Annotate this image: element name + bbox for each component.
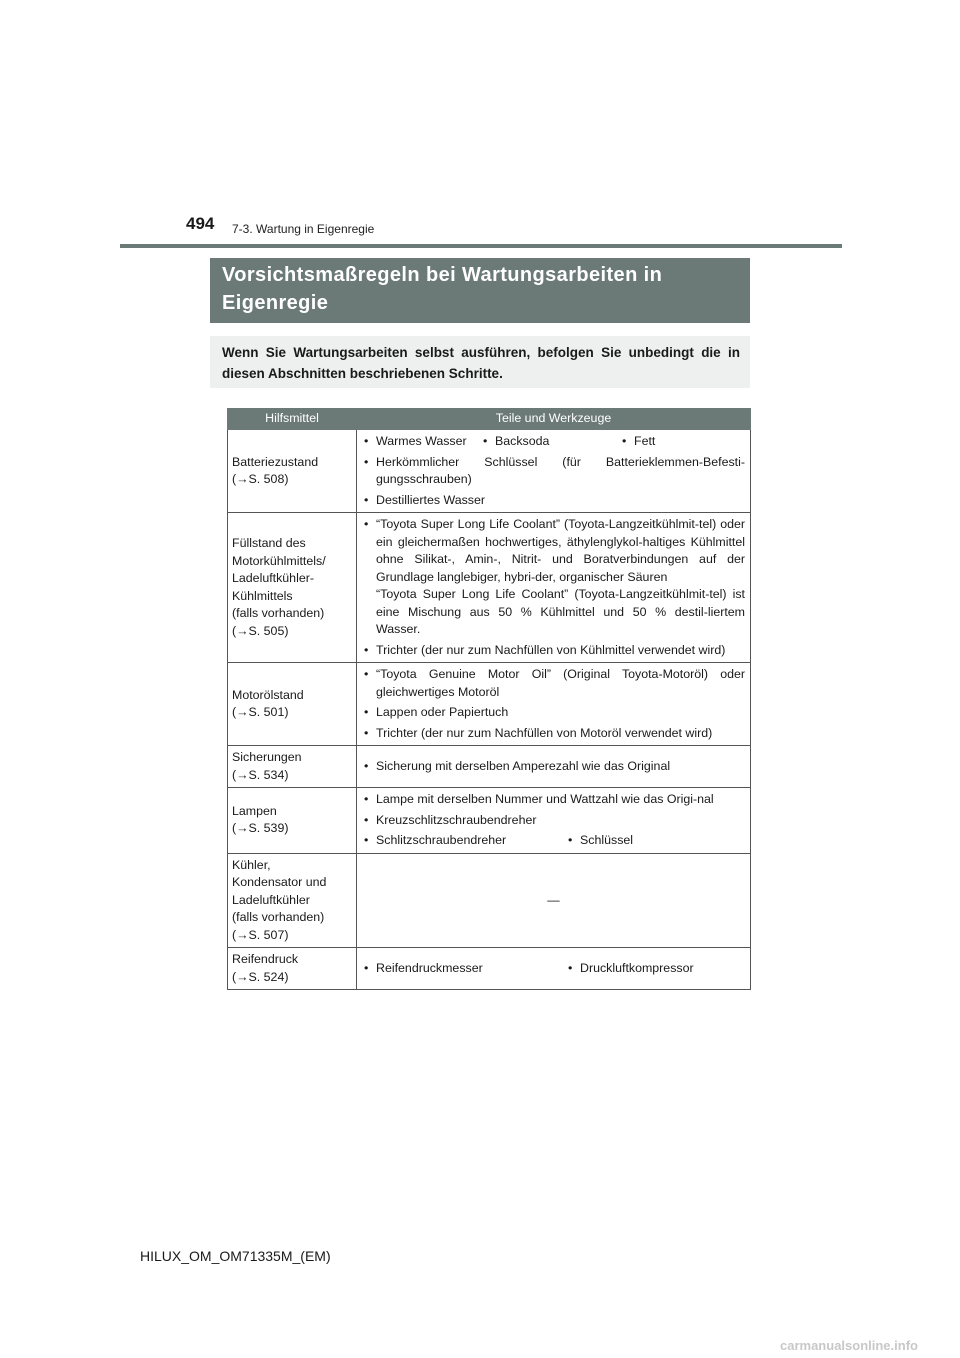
item-line: Kühler, [232, 857, 271, 872]
item-cell [228, 746, 357, 788]
page-title: Vorsichtsmaßregeln bei Wartungsarbeiten in Eigenregie [222, 264, 663, 314]
page-number: 494 [186, 214, 215, 233]
column-header-hilfsmittel: Hilfsmittel [228, 409, 357, 430]
item-line: (→S. 501) [232, 705, 289, 719]
item-line: (→S. 508) [232, 472, 289, 486]
table-row [228, 788, 751, 854]
item-cell [228, 853, 357, 948]
tool-item: • Schlitzschraubendreher [362, 832, 566, 850]
table-row [228, 430, 751, 513]
item-line: Kühlmittels [232, 588, 293, 603]
item-line: (→S. 505) [232, 623, 289, 638]
table-row [228, 663, 751, 746]
item-line: (→S. 534) [232, 767, 289, 782]
tool-list [362, 758, 745, 776]
tool-item: • Backsoda [481, 433, 620, 451]
item-line: Ladeluftkühler- [232, 571, 314, 585]
tool-item: • Fett [620, 433, 655, 451]
inline-tools [362, 433, 745, 451]
item-line: Reifendruck [232, 952, 299, 966]
tool-item: • Warmes Wasser [362, 433, 481, 451]
tool-note: “Toyota Super Long Life Coolant” (Toyota-Langzeitkühlmit-tel) ist eine Mischung aus 50 % Kühlmittel und 50 % destil-liertem Wasser. [376, 587, 745, 636]
item-cell [228, 948, 357, 990]
item-line: Batteriezustand [232, 454, 319, 469]
item-line: Ladeluftkühler [232, 892, 310, 907]
tools-table [227, 408, 751, 990]
tools-cell [357, 788, 751, 854]
table-row [228, 948, 751, 990]
item-cell [228, 663, 357, 746]
item-line: Motorölstand [232, 687, 304, 702]
tool-item: • Trichter (der nur zum Nachfüllen von Motoröl verwendet wird) [362, 725, 745, 743]
tool-list [362, 516, 745, 659]
tool-item: • “Toyota Genuine Motor Oil” (Original Toyota-Motoröl) oder gleichwertiges Motoröl [362, 666, 745, 701]
tool-item: • Lappen oder Papiertuch [362, 704, 745, 722]
tool-list [362, 666, 745, 742]
tool-item: • Druckluftkompressor [566, 960, 694, 978]
tool-item: • Trichter (der nur zum Nachfüllen von Kühlmittel verwendet wird) [362, 642, 745, 660]
tools-cell [357, 746, 751, 788]
item-line: Füllstand des [232, 536, 306, 550]
item-line: Motorkühlmittels/ [232, 553, 326, 568]
item-cell [228, 430, 357, 513]
tool-item [362, 516, 745, 639]
title-band [210, 258, 750, 323]
tools-cell-empty [357, 853, 751, 948]
tools-cell [357, 430, 751, 513]
tools-cell [357, 513, 751, 663]
tool-item: • Kreuzschlitzschraubendreher [362, 812, 745, 830]
footer-code: HILUX_OM_OM71335M_(EM) [140, 1248, 331, 1264]
item-line: Lampen [232, 803, 277, 818]
intro-box [210, 336, 750, 388]
table-row [228, 853, 751, 948]
tool-item: • Sicherung mit derselben Amperezahl wie das Original [362, 758, 745, 776]
tool-item: • Destilliertes Wasser [362, 492, 745, 510]
item-cell [228, 513, 357, 663]
table-header-row [228, 409, 751, 430]
table-row [228, 513, 751, 663]
watermark: carmanualsonline.info [780, 1338, 918, 1353]
inline-tools [362, 960, 745, 978]
item-line: (falls vorhanden) [232, 606, 325, 620]
tool-list [362, 791, 745, 829]
item-cell [228, 788, 357, 854]
tool-list [362, 454, 745, 510]
item-line: (→S. 507) [232, 927, 289, 942]
inline-tools [362, 832, 745, 850]
item-line: Kondensator und [232, 875, 327, 889]
tool-item: • Reifendruckmesser [362, 960, 566, 978]
tools-cell [357, 948, 751, 990]
tool-item: • Lampe mit derselben Nummer und Wattzahl wie das Origi-nal [362, 791, 745, 809]
intro-text: Wenn Sie Wartungsarbeiten selbst ausführen, befolgen Sie unbedingt die in diesen Abschnitten beschriebenen Schritte. [222, 345, 740, 381]
column-header-teile: Teile und Werkzeuge [357, 409, 751, 430]
dash-placeholder: — [547, 892, 560, 907]
item-line: (→S. 524) [232, 969, 289, 984]
header-rule [120, 244, 842, 248]
item-line: Sicherungen [232, 750, 302, 764]
tool-text: • “Toyota Super Long Life Coolant” (Toyota-Langzeitkühlmit-tel) oder ein gleichermaßen hochwertiges, äthylenglykol-haltiges Kühlmittel ohne Silikat-, Amin-, Nitrit- und Boratverbindungen auf der Grundlage langlebiger, hybri-der, organischer Säuren [376, 517, 745, 584]
tools-cell [357, 663, 751, 746]
table-row [228, 746, 751, 788]
tool-item: • Schlüssel [566, 832, 633, 850]
section-label: 7-3. Wartung in Eigenregie [232, 222, 375, 236]
item-line: (falls vorhanden) [232, 910, 325, 924]
item-line: (→S. 539) [232, 821, 289, 836]
tool-item: • Herkömmlicher Schlüssel (für Batterieklemmen-Befesti-gungsschrauben) [362, 454, 745, 489]
